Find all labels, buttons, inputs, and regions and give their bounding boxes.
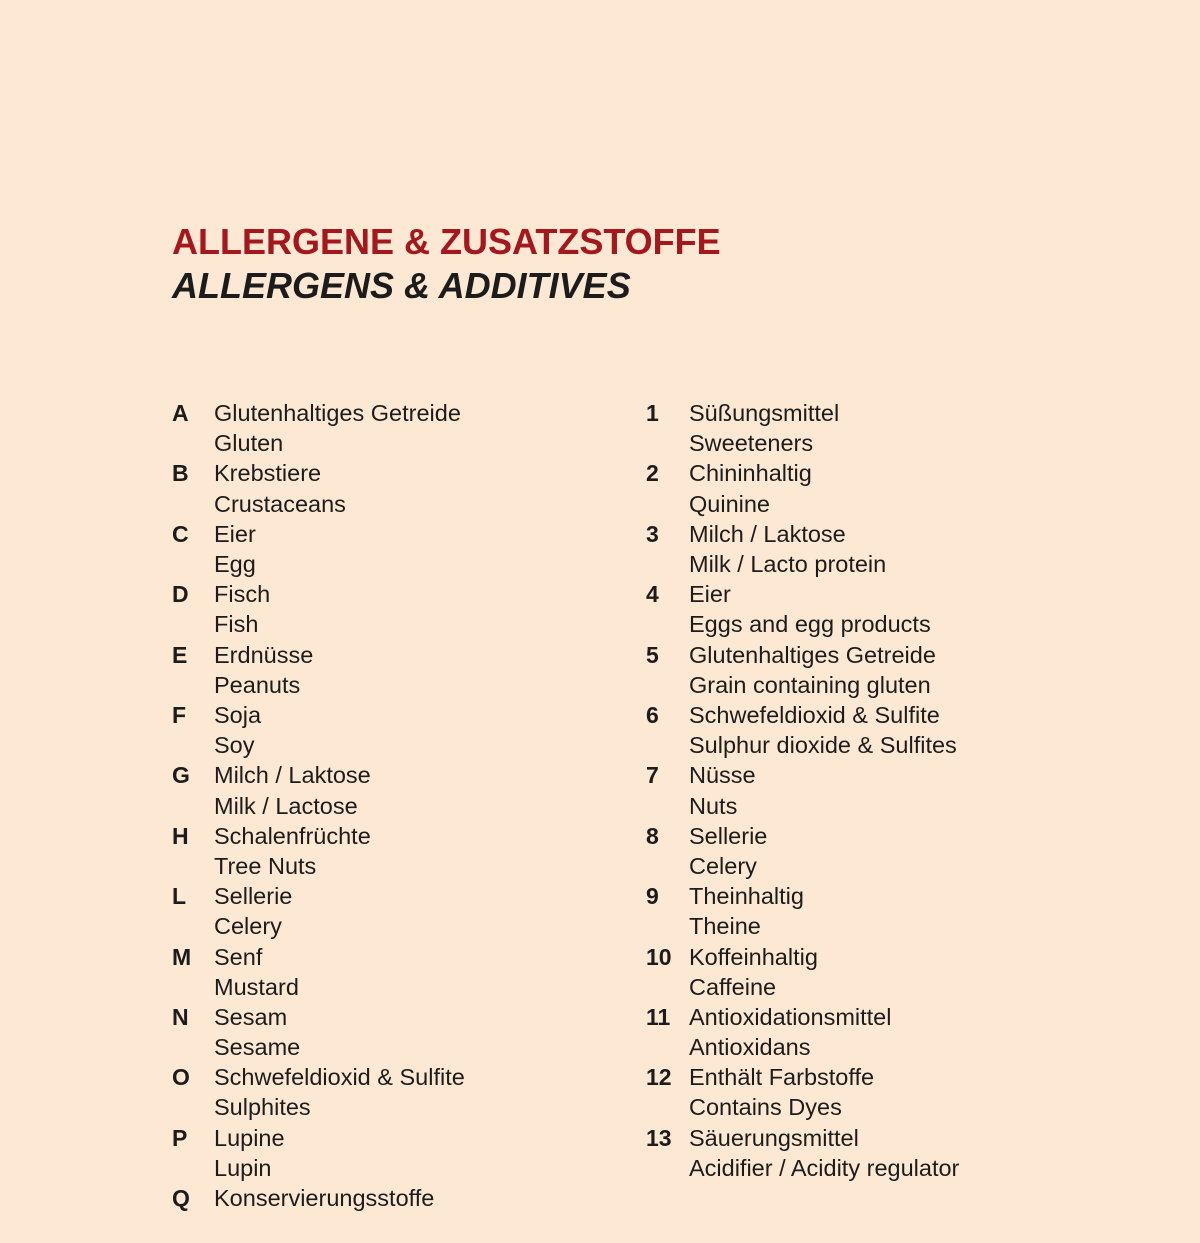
additive-name-en: Sulphur dioxide & Sulfites [689, 732, 957, 759]
allergen-name-en: Crustaceans [214, 490, 346, 517]
additive-name-de: Antioxidationsmittel [689, 1003, 892, 1030]
allergen-name-de: Konservierungsstoffe [214, 1185, 435, 1212]
allergen-code: P [172, 1124, 188, 1151]
additive-name-de: Säuerungsmittel [689, 1124, 859, 1151]
additive-name-en: Sweeteners [689, 430, 814, 457]
allergen-name-en: Gluten [214, 430, 284, 457]
additive-name-de: Nüsse [689, 762, 756, 789]
additive-name-de: Glutenhaltiges Getreide [689, 641, 936, 668]
allergen-name-en: Peanuts [214, 671, 301, 698]
additive-name-en: Caffeine [689, 973, 777, 1000]
additive-name-en: Acidifier / Acidity regulator [689, 1154, 960, 1181]
allergen-name-en: Celery [214, 913, 282, 940]
allergen-name-de: Sesam [214, 1003, 288, 1030]
allergen-name-en: Lupin [214, 1154, 272, 1181]
additive-code: 8 [646, 822, 659, 849]
allergen-code: F [172, 701, 187, 728]
additive-name-en: Grain containing gluten [689, 671, 931, 698]
additive-name-en: Contains Dyes [689, 1094, 842, 1121]
allergen-code: D [172, 581, 189, 608]
additive-name-de: Schwefeldioxid & Sulfite [689, 701, 940, 728]
allergen-name-en: Tree Nuts [214, 852, 317, 879]
allergen-name-en: Mustard [214, 973, 299, 1000]
additive-code: 13 [646, 1124, 672, 1151]
additive-name-de: Milch / Laktose [689, 520, 846, 547]
additive-name-en: Celery [689, 852, 757, 879]
allergen-code: G [172, 762, 190, 789]
additive-code: 1 [646, 400, 659, 426]
allergen-name-en: Fish [214, 611, 259, 638]
allergen-name-en: Egg [214, 550, 256, 577]
allergen-code: N [172, 1003, 189, 1030]
allergen-code: B [172, 460, 189, 487]
additive-code: 3 [646, 520, 659, 547]
allergen-name-en: Milk / Lactose [214, 792, 358, 819]
additive-name-de: Sellerie [689, 822, 768, 849]
additive-name-en: Eggs and egg products [689, 611, 931, 638]
allergen-name-en: Sulphites [214, 1094, 311, 1121]
allergen-name-de: Lupine [214, 1124, 285, 1151]
additive-code: 10 [646, 943, 672, 970]
additive-code: 7 [646, 762, 659, 789]
allergen-name-de: Milch / Laktose [214, 762, 371, 789]
allergen-name-de: Sellerie [214, 883, 293, 910]
allergen-name-de: Fisch [214, 581, 271, 608]
page-subtitle: ALLERGENS & ADDITIVES [172, 265, 631, 306]
allergen-code: M [172, 943, 192, 970]
allergen-code: A [172, 400, 189, 426]
additive-code: 9 [646, 883, 659, 910]
additive-code: 4 [646, 581, 659, 608]
additive-code: 5 [646, 641, 659, 668]
allergen-name-de: Krebstiere [214, 460, 322, 487]
allergen-name-de: Erdnüsse [214, 641, 314, 668]
allergen-code: E [172, 641, 188, 668]
allergen-name-de: Schwefeldioxid & Sulfite [214, 1064, 465, 1091]
additive-name-en: Nuts [689, 792, 738, 819]
allergen-name-en: Sesame [214, 1034, 301, 1061]
additive-code: 12 [646, 1064, 672, 1091]
additive-name-de: Süßungsmittel [689, 400, 840, 426]
allergen-name-de: Schalenfrüchte [214, 822, 371, 849]
allergen-name-en: Soy [214, 732, 255, 759]
additive-code: 6 [646, 701, 659, 728]
allergen-name-de: Senf [214, 943, 263, 970]
allergen-name-de: Glutenhaltiges Getreide [214, 400, 461, 426]
additive-name-de: Koffeinhaltig [689, 943, 818, 970]
additive-name-de: Enthält Farbstoffe [689, 1064, 875, 1091]
additive-name-de: Eier [689, 581, 731, 608]
additive-name-de: Chininhaltig [689, 460, 812, 487]
allergen-name-de: Eier [214, 520, 256, 547]
allergen-code: O [172, 1064, 190, 1091]
allergen-code: C [172, 520, 189, 547]
additive-name-en: Milk / Lacto protein [689, 550, 887, 577]
additive-name-en: Antioxidans [689, 1034, 811, 1061]
allergen-code: L [172, 883, 187, 910]
additive-code: 2 [646, 460, 659, 487]
additive-code: 11 [646, 1003, 671, 1030]
allergen-code: Q [172, 1185, 190, 1212]
allergen-name-de: Soja [214, 701, 262, 728]
additive-name-en: Quinine [689, 490, 770, 517]
additive-name-en: Theine [689, 913, 761, 940]
additive-name-de: Theinhaltig [689, 883, 804, 910]
page-title: ALLERGENE & ZUSATZSTOFFE [172, 221, 721, 262]
allergen-code: H [172, 822, 189, 849]
